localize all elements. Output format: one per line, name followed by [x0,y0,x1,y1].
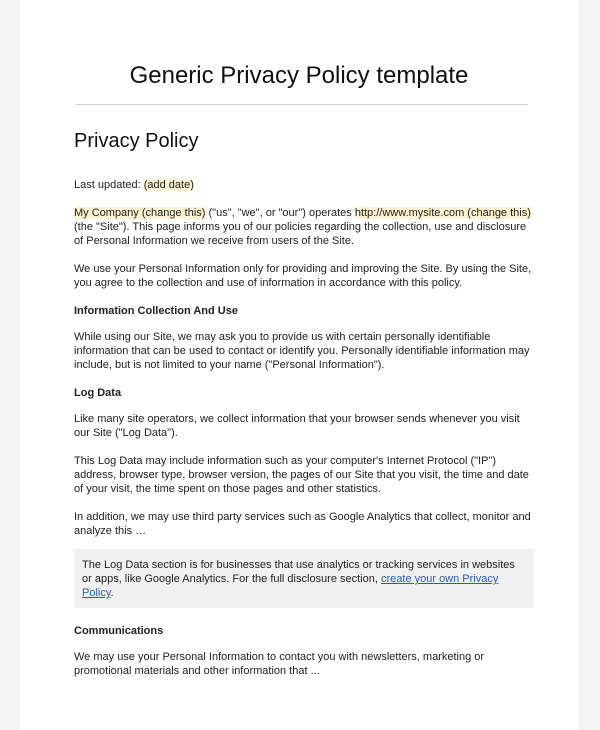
note-end: . [110,587,114,599]
document-page [20,0,578,730]
last-updated-line [74,178,534,192]
collection-paragraph: While using our Site, we may ask you to provide us with certain personally identifiable information that can be used to contact or identify you. Personally identifiable information may include, but is not limited to your name ("Personal Information"). [74,331,530,371]
intro-text-2: (the "Site"). This page informs you of our policies regarding the collection, use and disclosure of Personal Information we receive from users of the Site. [74,221,527,247]
intro-paragraph [74,206,534,248]
collection-heading: Information Collection And Use [74,305,238,317]
log-data-paragraph-2: This Log Data may include information such as your computer's Internet Protocol ("IP") address, browser type, browser version, the pages of our Site that you visit, the time and date of your visit, the time spent on those pages and other statistics. [74,455,529,495]
communications-paragraph: We may use your Personal Information to contact you with newsletters, marketing or promotional materials and other information that ... [74,651,485,677]
title-divider [76,104,528,105]
last-updated-label: Last updated: [74,179,144,191]
note-text: The Log Data section is for businesses that use analytics or tracking services in websites or apps, like Google Analytics. For the full disclosure section, [82,559,515,585]
usage-paragraph: We use your Personal Information only for providing and improving the Site. By using the Site, you agree to the collection and use of information in accordance with this policy. [74,263,532,289]
site-url-placeholder: http://www.mysite.com (change this) [354,207,531,219]
policy-heading: Privacy Policy [74,130,199,152]
log-data-paragraph-1: Like many site operators, we collect information that your browser sends whenever you visit our Site ("Log Data"). [74,413,520,439]
last-updated-date-placeholder: (add date) [143,179,194,191]
document-body [74,128,534,692]
communications-heading: Communications [74,625,164,637]
intro-text-1: ("us", "we", or "our") operates [205,207,355,219]
company-placeholder: My Company (change this) [74,207,206,219]
guidance-note [74,549,534,608]
log-data-paragraph-3: In addition, we may use third party services such as Google Analytics that collect, monitor and analyze this … [74,511,531,537]
create-privacy-policy-link[interactable]: create your own Privacy Policy [82,573,499,599]
document-title: Generic Privacy Policy template [129,62,469,89]
log-data-heading: Log Data [74,387,122,399]
